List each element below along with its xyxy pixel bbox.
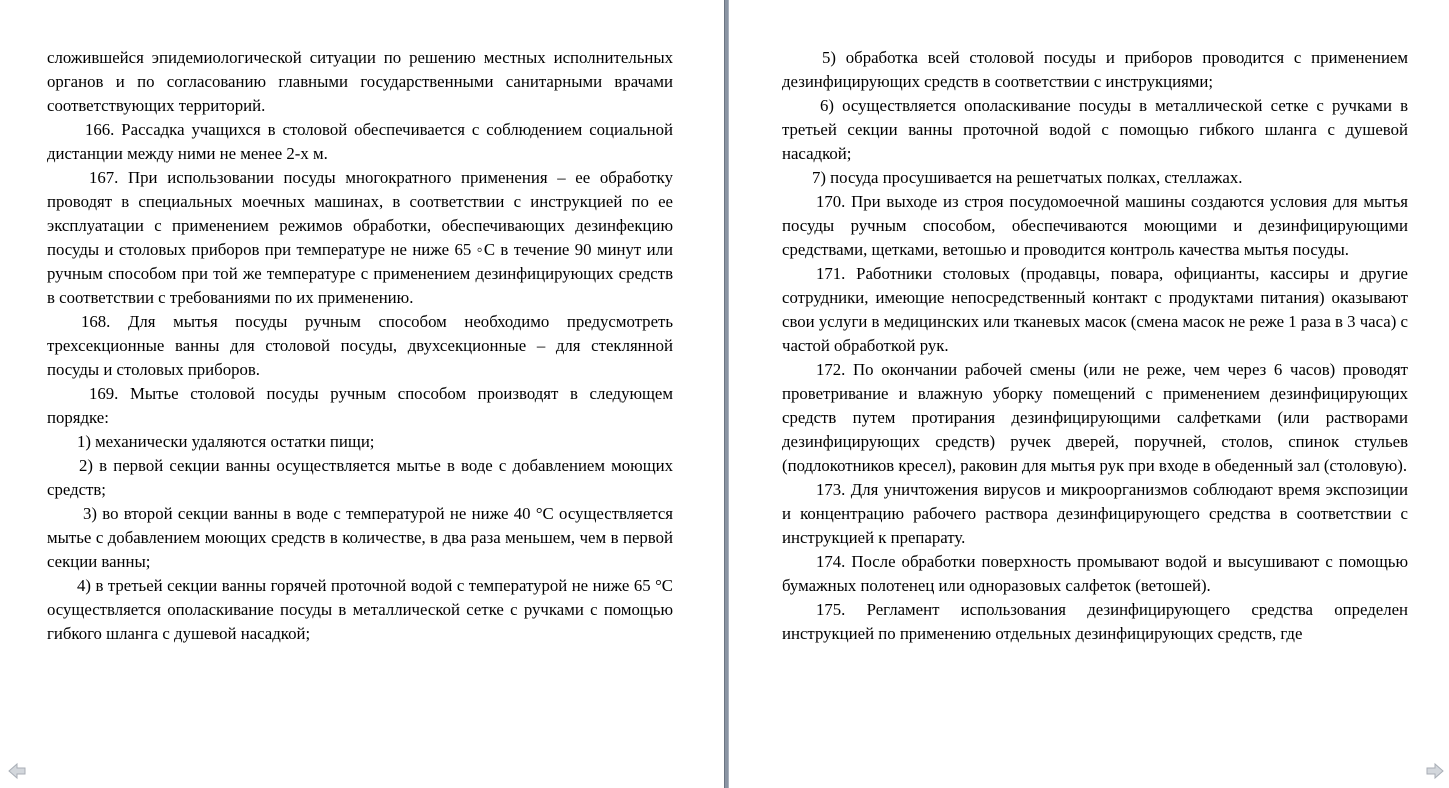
paragraph: 170. При выходе из строя посудомоечной машины создаются условия для мытья посуды ручным способом, обеспечиваются моющими и дезинфицирующими средствами, щетками, ветошью и проводится контроль качества мытья посуды. bbox=[782, 192, 1408, 259]
paragraph: 1) механически удаляются остатки пищи; bbox=[77, 432, 375, 451]
paragraph: 4) в третьей секции ванны горячей проточной водой с температурой не ниже 65 °С осуществляется ополаскивание посуды в металлической сетке с ручками с помощью гибкого шланга с душевой насадкой; bbox=[47, 576, 673, 643]
paragraph: 174. После обработки поверхность промывают водой и высушивают с помощью бумажных полотенец или одноразовых салфеток (ветошей). bbox=[782, 552, 1408, 595]
next-page-button[interactable] bbox=[1424, 760, 1446, 782]
arrow-right-icon bbox=[1424, 760, 1446, 782]
paragraph: сложившейся эпидемиологической ситуации по решению местных исполнительных органов и по согласованию главными государственными санитарными врачами соответствующих территорий. bbox=[47, 48, 673, 115]
left-page bbox=[47, 46, 673, 646]
paragraph: 166. Рассадка учащихся в столовой обеспечивается с соблюдением социальной дистанции между ними не менее 2-х м. bbox=[47, 120, 673, 163]
paragraph: 5) обработка всей столовой посуды и приборов проводится с применением дезинфицирующих средств в соответствии с инструкциями; bbox=[782, 48, 1408, 91]
paragraph: 168. Для мытья посуды ручным способом необходимо предусмотреть трехсекционные ванны для столовой посуды, двухсекционные – для стеклянной посуды и столовых приборов. bbox=[47, 312, 673, 379]
paragraph: 6) осуществляется ополаскивание посуды в металлической сетке с ручками в третьей секции ванны проточной водой с помощью гибкого шланга с душевой насадкой; bbox=[782, 96, 1408, 163]
paragraph: 175. Регламент использования дезинфицирующего средства определен инструкцией по применению отдельных дезинфицирующих средств, где bbox=[782, 600, 1408, 643]
paragraph: 167. При использовании посуды многократного применения – ее обработку проводят в специальных моечных машинах, в соответствии с инструкцией по ее эксплуатации с применением режимов обработки, обеспечивающих дезинфекцию посуды и столовых приборов при температуре не ниже 65 ◦С в течение 90 минут или ручным способом при той же температуре с применением дезинфицирующих средств в соответствии с требованиями по их применению. bbox=[47, 168, 673, 307]
paragraph: 169. Мытье столовой посуды ручным способом производят в следующем порядке: bbox=[47, 384, 673, 427]
arrow-left-icon bbox=[6, 760, 28, 782]
paragraph: 171. Работники столовых (продавцы, повара, официанты, кассиры и другие сотрудники, имеющие непосредственный контакт с продуктами питания) оказывают свои услуги в медицинских или тканевых масок (смена масок не реже 1 раза в 3 часа) с частой обработкой рук. bbox=[782, 264, 1408, 355]
paragraph: 3) во второй секции ванны в воде с температурой не ниже 40 °С осуществляется мытье с добавлением моющих средств в количестве, в два раза меньшем, чем в первой секции ванны; bbox=[47, 504, 673, 571]
paragraph: 172. По окончании рабочей смены (или не реже, чем через 6 часов) проводят проветривание и влажную уборку помещений с применением дезинфицирующих средств путем протирания дезинфицирующими салфетками (или растворами дезинфицирующих средств) ручек дверей, поручней, столов, спинок стульев (подлокотников кресел), раковин для мытья рук при входе в обеденный зал (столовую). bbox=[782, 360, 1408, 475]
paragraph: 173. Для уничтожения вирусов и микроорганизмов соблюдают время экспозиции и концентрацию рабочего раствора дезинфицирующего средства в соответствии с инструкцией к препарату. bbox=[782, 480, 1408, 547]
previous-page-button[interactable] bbox=[6, 760, 28, 782]
page-divider bbox=[724, 0, 729, 788]
right-page bbox=[782, 46, 1408, 646]
paragraph: 2) в первой секции ванны осуществляется мытье в воде с добавлением моющих средств; bbox=[47, 456, 673, 499]
paragraph: 7) посуда просушивается на решетчатых полках, стеллажах. bbox=[812, 168, 1243, 187]
